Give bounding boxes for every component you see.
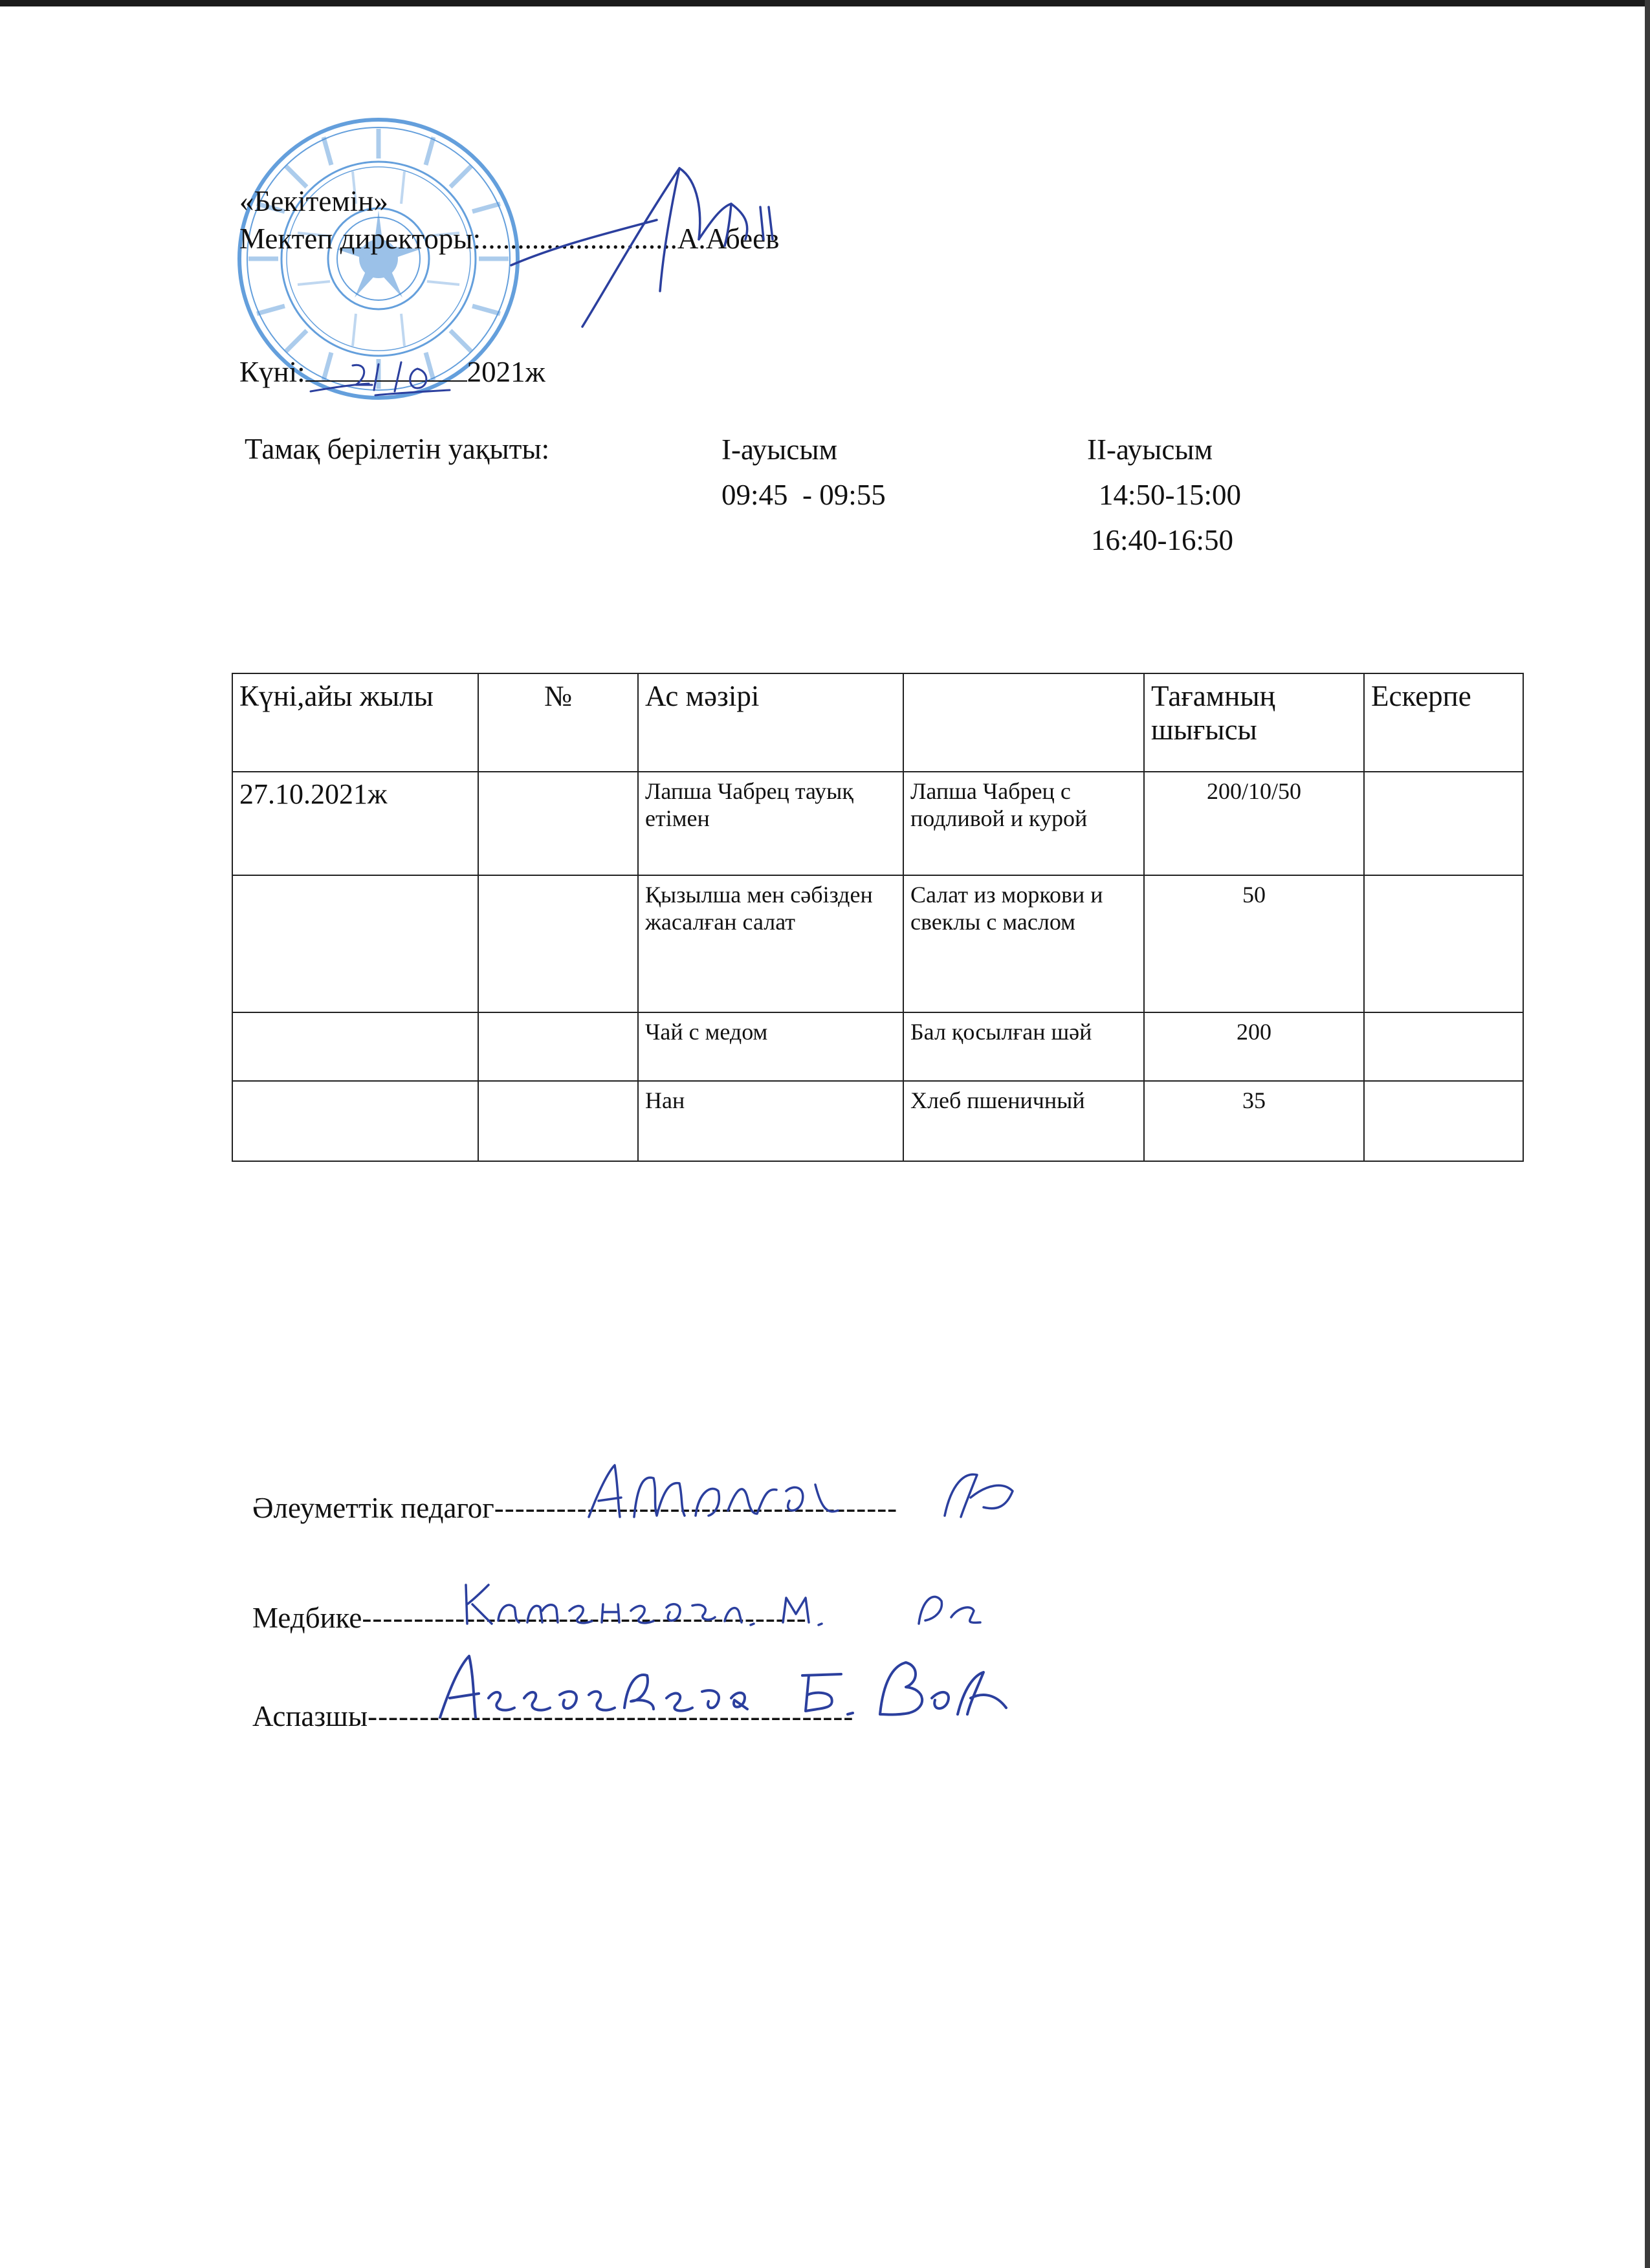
- table-row: [232, 1081, 1523, 1161]
- cell-menu-kz: Чай с медом: [638, 1012, 903, 1081]
- cook-signature: [414, 1637, 1061, 1734]
- cell-note: [1364, 875, 1523, 1012]
- table-row: [232, 772, 1523, 875]
- cell-number: [478, 772, 638, 875]
- cell-menu-ru: Хлеб пшеничный: [903, 1081, 1144, 1161]
- cell-date: [232, 1012, 478, 1081]
- social-pedagogue-signature: [582, 1446, 1035, 1530]
- signature-dashes: ---------------------------------------: [494, 1492, 898, 1524]
- signature-dashes: -----------------------------------------------: [368, 1700, 854, 1732]
- header-menu: Ас мәзірі: [638, 673, 903, 772]
- menu-table: [232, 673, 1524, 1162]
- shift-2-time-2: 16:40-16:50: [1091, 524, 1233, 556]
- shift-1-name: I-ауысым: [721, 433, 838, 466]
- handwritten-date: [304, 353, 453, 404]
- table-row: [232, 875, 1523, 1012]
- table-header-row: [232, 673, 1523, 772]
- approval-title: «Бекітемін»: [239, 185, 388, 217]
- cell-menu-kz: Қызылша мен сәбізден жасалған салат: [638, 875, 903, 1012]
- cell-date: [232, 1081, 478, 1161]
- cook-label: Аспазшы: [252, 1700, 368, 1732]
- cell-note: [1364, 772, 1523, 875]
- table-row: [232, 1012, 1523, 1081]
- scan-edge: [1645, 0, 1650, 2268]
- signature-dashes: -------------------------------------------: [362, 1602, 807, 1634]
- header-date: Күні,айы жылы: [232, 673, 478, 772]
- cell-menu-ru: Салат из моркови и свеклы с маслом: [903, 875, 1144, 1012]
- date-label: Күні:: [239, 356, 305, 388]
- scan-edge: [0, 0, 1650, 6]
- social-pedagogue-label: Әлеуметтік педагог: [252, 1492, 494, 1524]
- cell-note: [1364, 1081, 1523, 1161]
- cell-menu-kz: Нан: [638, 1081, 903, 1161]
- header-menu-ru: [903, 673, 1144, 772]
- cell-note: [1364, 1012, 1523, 1081]
- cell-menu-ru: Лапша Чабрец с подливой и курой: [903, 772, 1144, 875]
- cell-number: [478, 1012, 638, 1081]
- director-signature: [505, 142, 802, 336]
- header-note: Ескерпе: [1364, 673, 1523, 772]
- cell-number: [478, 1081, 638, 1161]
- cell-output: 200: [1144, 1012, 1364, 1081]
- director-label: Мектеп директоры:: [239, 223, 481, 255]
- shift-1-time: 09:45 - 09:55: [721, 479, 886, 511]
- cell-output: 35: [1144, 1081, 1364, 1161]
- cell-number: [478, 875, 638, 1012]
- cell-menu-ru: Бал қосылған шәй: [903, 1012, 1144, 1081]
- header-number: №: [478, 673, 638, 772]
- shift-2: [1087, 427, 1241, 563]
- cell-date: 27.10.2021ж: [232, 772, 478, 875]
- shift-2-time-1: 14:50-15:00: [1099, 479, 1241, 511]
- director-dots: ...........................: [481, 223, 677, 255]
- shift-2-name: II-ауысым: [1087, 433, 1213, 466]
- shift-1: [721, 427, 886, 518]
- cell-date: [232, 875, 478, 1012]
- serving-time-label: Тамақ берілетін уақыты:: [245, 433, 550, 465]
- nurse-label: Медбике: [252, 1602, 362, 1634]
- cell-output: 200/10/50: [1144, 772, 1364, 875]
- cell-output: 50: [1144, 875, 1364, 1012]
- nurse-signature: [459, 1572, 1022, 1637]
- date-year: 2021ж: [467, 356, 545, 388]
- director-name: А.Абеев: [677, 223, 780, 255]
- cell-menu-kz: Лапша Чабрец тауық етімен: [638, 772, 903, 875]
- header-output: Тағамның шығысы: [1144, 673, 1364, 772]
